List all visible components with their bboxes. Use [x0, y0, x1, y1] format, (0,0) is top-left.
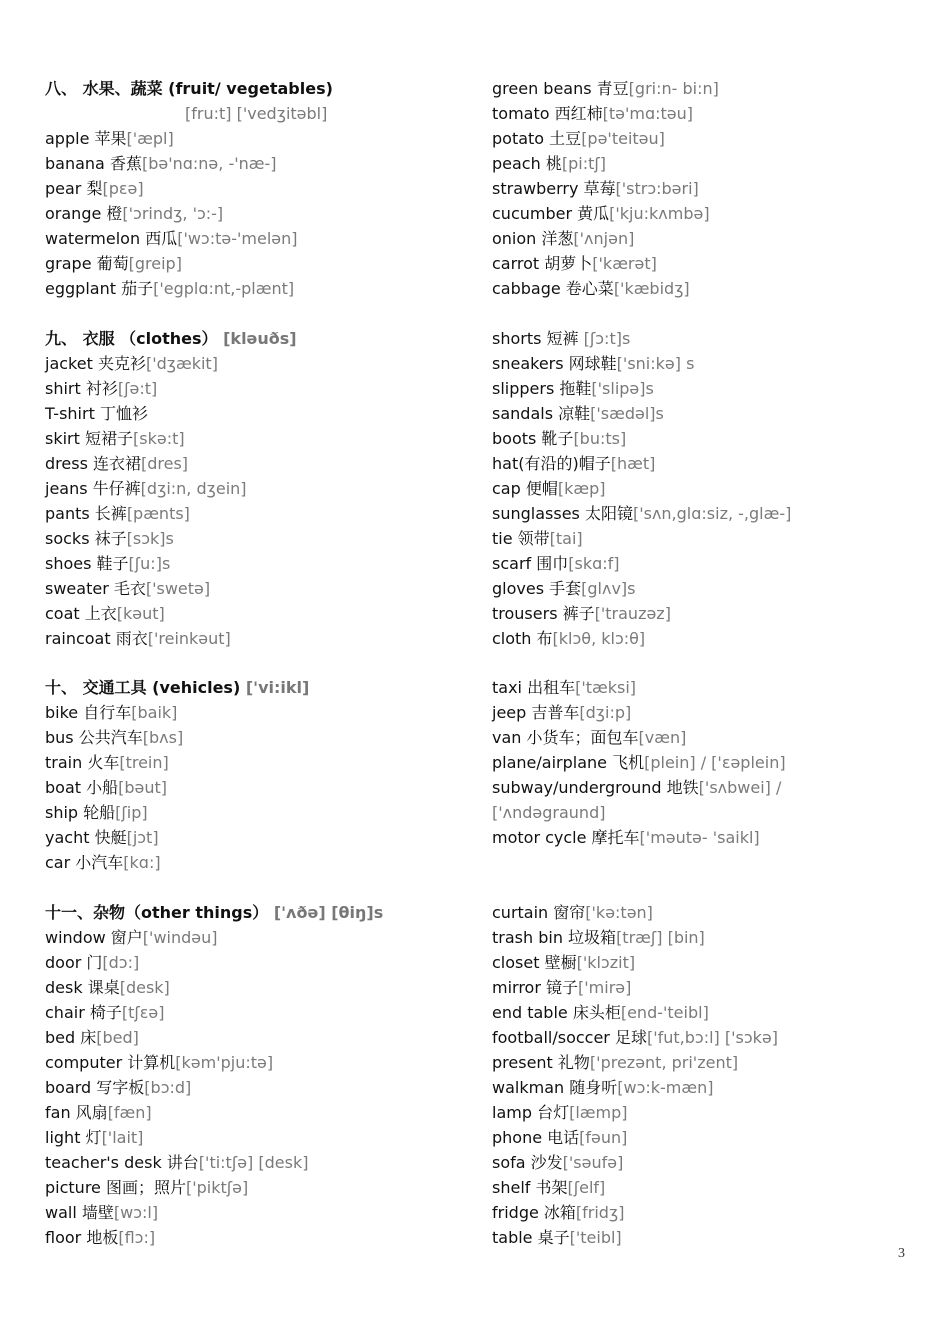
vocab-entry	[492, 675, 932, 700]
entry-phonetic: ['slipə]s	[591, 378, 654, 398]
entry-phonetic: ['kə:tən]	[585, 902, 653, 922]
right-column	[492, 76, 932, 1250]
entry-word: van 小货车；面包车	[492, 728, 639, 747]
entry-word: motor cycle 摩托车	[492, 828, 640, 847]
entry-word: car 小汽车	[45, 853, 124, 872]
entry-word: taxi 出租车	[492, 678, 576, 697]
entry-word: carrot 胡萝卜	[492, 254, 593, 273]
entry-word: door 门	[45, 952, 103, 972]
vocab-entry	[492, 401, 932, 426]
entry-word: sneakers 网球鞋	[492, 353, 617, 373]
page-number: 3	[898, 1246, 905, 1261]
entry-word: fridge 冰箱	[492, 1202, 576, 1222]
entry-phonetic: ['klɔzit]	[576, 952, 636, 972]
vocab-entry	[492, 176, 932, 201]
entry-word: lamp 台灯	[492, 1102, 570, 1122]
entry-word: pants 长裤	[45, 503, 127, 523]
entry-phonetic: [flɔ:]	[118, 1227, 156, 1247]
entry-word: yacht 快艇	[45, 828, 127, 847]
section-heading	[45, 900, 465, 925]
entry-word: shoes 鞋子	[45, 553, 129, 573]
entry-phonetic: [wɔ:l]	[113, 1202, 159, 1222]
vocab-entry	[45, 1200, 465, 1225]
entry-word: end table 床头柜	[492, 1002, 621, 1022]
entry-phonetic: [ʃu:]s	[128, 553, 171, 573]
vocab-entry	[45, 151, 465, 176]
vocab-entry	[45, 1100, 465, 1125]
vocab-entry	[492, 750, 932, 775]
entry-word: subway/underground 地铁	[492, 778, 699, 797]
entry-phonetic: ['ti:tʃə] [desk]	[198, 1152, 309, 1172]
entry-word: strawberry 草莓	[492, 179, 616, 198]
entry-phonetic: [bed]	[96, 1027, 139, 1047]
entry-word: boots 靴子	[492, 428, 574, 448]
entry-word: bed 床	[45, 1027, 97, 1047]
vocab-entry	[492, 1200, 932, 1225]
vocab-entry	[45, 725, 465, 750]
entry-phonetic: ['strɔ:bəri]	[615, 179, 699, 198]
entry-word: walkman 随身听	[492, 1077, 618, 1097]
entry-word: skirt 短裙子	[45, 428, 133, 448]
vocab-entry	[45, 601, 465, 626]
vocab-entry	[45, 201, 465, 226]
entry-phonetic: [plein] / ['ɛəplein]	[644, 753, 786, 772]
phonetic-line	[45, 101, 465, 126]
entry-word: mirror 镜子	[492, 977, 579, 997]
entry-phonetic: [kəut]	[116, 603, 165, 623]
vocab-entry	[492, 1175, 932, 1200]
entry-phonetic: [baik]	[131, 703, 178, 722]
entry-word: train 火车	[45, 753, 120, 772]
entry-word: bike 自行车	[45, 703, 132, 722]
entry-word: coat 上衣	[45, 603, 117, 623]
entry-phonetic: [pɛə]	[102, 179, 144, 198]
vocab-entry	[492, 1000, 932, 1025]
vocab-entry	[45, 850, 465, 875]
entry-phonetic: [bəut]	[118, 778, 168, 797]
entry-phonetic: ['wɔ:tə-'melən]	[177, 229, 298, 248]
entry-word: onion 洋葱	[492, 229, 574, 248]
entry-phonetic: [dɔ:]	[102, 952, 140, 972]
entry-word: sandals 凉鞋	[492, 403, 591, 423]
entry-word: potato 土豆	[492, 129, 582, 148]
vocab-entry	[45, 1150, 465, 1175]
vocab-entry	[492, 975, 932, 1000]
entry-word: desk 课桌	[45, 977, 120, 997]
blank-line	[492, 875, 932, 900]
entry-phonetic: [ʃə:t]	[117, 378, 158, 398]
entry-word: watermelon 西瓜	[45, 229, 178, 248]
entry-phonetic: ['sni:kə] s	[616, 353, 695, 373]
entry-phonetic: [pi:tʃ]	[561, 154, 606, 173]
vocab-entry	[492, 900, 932, 925]
entry-word: table 桌子	[492, 1227, 570, 1247]
entry-word: 九、 衣服 （clothes）	[45, 328, 218, 348]
phonetic-line	[492, 800, 932, 825]
vocab-entry	[492, 476, 932, 501]
entry-word: trousers 裤子	[492, 603, 595, 623]
entry-word: football/soccer 足球	[492, 1027, 647, 1047]
blank-line	[492, 651, 932, 676]
vocab-entry	[45, 775, 465, 800]
entry-phonetic: [desk]	[119, 977, 170, 997]
vocab-entry	[45, 1000, 465, 1025]
entry-phonetic: [læmp]	[569, 1102, 628, 1122]
entry-word: eggplant 茄子	[45, 279, 154, 298]
entry-phonetic: ['sʌbwei] /	[698, 778, 782, 797]
vocab-entry	[45, 551, 465, 576]
entry-phonetic: ['windəu]	[142, 927, 218, 947]
vocab-entry	[45, 426, 465, 451]
vocab-entry	[492, 426, 932, 451]
entry-phonetic: ['kju:kʌmbə]	[609, 204, 710, 223]
vocab-entry	[45, 401, 465, 426]
vocab-entry	[45, 351, 465, 376]
blank-line	[45, 875, 465, 900]
vocab-entry	[45, 1025, 465, 1050]
entry-word: T-shirt 丁恤衫	[45, 403, 148, 423]
entry-phonetic: [fəun]	[579, 1127, 628, 1147]
entry-word: tie 领带	[492, 528, 550, 548]
vocab-entry	[492, 201, 932, 226]
entry-phonetic: ['sædəl]s	[590, 403, 664, 423]
entry-phonetic: [ʃelf]	[567, 1177, 606, 1197]
vocab-entry	[492, 501, 932, 526]
section-heading	[45, 76, 465, 101]
vocab-entry	[45, 476, 465, 501]
entry-word: slippers 拖鞋	[492, 378, 592, 398]
entry-phonetic: ['məutə- 'saikl]	[639, 828, 760, 847]
entry-phonetic: ['æpl]	[126, 129, 174, 148]
entry-word: tomato 西红柿	[492, 104, 603, 123]
entry-phonetic: [wɔ:k-mæn]	[617, 1077, 714, 1097]
entry-phonetic: [dʒi:p]	[579, 703, 632, 722]
entry-phonetic: ['egplɑ:nt,-plænt]	[153, 279, 295, 298]
vocab-entry	[492, 925, 932, 950]
entry-phonetic: [skə:t]	[133, 428, 185, 448]
entry-phonetic: [gri:n- bi:n]	[628, 79, 719, 98]
vocab-entry	[45, 226, 465, 251]
vocab-entry	[45, 1225, 465, 1250]
vocab-entry	[492, 226, 932, 251]
vocab-entry	[45, 526, 465, 551]
entry-word: floor 地板	[45, 1227, 119, 1247]
entry-phonetic: ['swetə]	[145, 578, 211, 598]
vocab-entry	[45, 501, 465, 526]
vocab-entry	[45, 700, 465, 725]
entry-phonetic: [ʃip]	[115, 803, 148, 822]
entry-word: trash bin 垃圾箱	[492, 927, 617, 947]
entry-phonetic: [fru:t] ['vedʒitəbl]	[185, 104, 328, 123]
entry-word: curtain 窗帘	[492, 902, 586, 922]
entry-phonetic: [glʌv]s	[581, 578, 636, 598]
entry-phonetic: [bə'nɑ:nə, -'næ-]	[141, 154, 277, 173]
entry-phonetic: [jɔt]	[126, 828, 159, 847]
entry-word: gloves 手套	[492, 578, 582, 598]
entry-word: light 灯	[45, 1127, 102, 1147]
section-heading	[45, 326, 465, 351]
vocab-entry	[492, 126, 932, 151]
vocab-entry	[45, 276, 465, 301]
vocab-entry	[492, 700, 932, 725]
left-column	[45, 76, 465, 1250]
entry-word: socks 袜子	[45, 528, 127, 548]
entry-phonetic: ['piktʃə]	[185, 1177, 249, 1197]
entry-word: banana 香蕉	[45, 154, 142, 173]
vocab-entry	[492, 276, 932, 301]
entry-phonetic: ['lait]	[101, 1127, 144, 1147]
vocab-entry	[45, 800, 465, 825]
entry-word: chair 椅子	[45, 1002, 122, 1022]
vocab-entry	[492, 1025, 932, 1050]
entry-word: board 写字板	[45, 1077, 145, 1097]
vocab-entry	[492, 526, 932, 551]
entry-word: ship 轮船	[45, 803, 116, 822]
entry-phonetic: [bɔ:d]	[144, 1077, 192, 1097]
entry-word: window 窗户	[45, 927, 143, 947]
entry-phonetic: ['vi:ikl]	[245, 678, 310, 697]
entry-phonetic: ['sʌn,glɑ:siz, -,glæ-]	[632, 503, 792, 523]
entry-phonetic: [bu:ts]	[573, 428, 627, 448]
vocab-entry	[492, 351, 932, 376]
vocab-entry	[492, 601, 932, 626]
entry-phonetic: [klɔθ, klɔ:θ]	[552, 628, 646, 648]
vocab-entry	[45, 376, 465, 401]
entry-word: grape 葡萄	[45, 254, 129, 273]
vocab-entry	[492, 1150, 932, 1175]
entry-word: cucumber 黄瓜	[492, 204, 610, 223]
entry-word: cap 便帽	[492, 478, 558, 498]
entry-word: pear 梨	[45, 179, 103, 198]
entry-word: peach 桃	[492, 154, 562, 173]
entry-phonetic: ['mirə]	[578, 977, 632, 997]
entry-phonetic: ['ʌðə] [θiŋ]s	[273, 902, 384, 922]
entry-phonetic: [tai]	[549, 528, 583, 548]
entry-word: computer 计算机	[45, 1052, 176, 1072]
entry-phonetic: [kæp]	[557, 478, 606, 498]
entry-word: shorts 短裤	[492, 328, 584, 348]
entry-word: jacket 夹克衫	[45, 353, 146, 373]
vocab-entry	[45, 176, 465, 201]
entry-phonetic: [kləuðs]	[223, 328, 297, 348]
vocab-entry	[492, 825, 932, 850]
entry-phonetic: [træʃ] [bin]	[616, 927, 705, 947]
vocab-entry	[45, 975, 465, 1000]
entry-phonetic: ['səufə]	[562, 1152, 624, 1172]
entry-phonetic: [fridʒ]	[575, 1202, 625, 1222]
entry-phonetic: [sɔk]s	[126, 528, 174, 548]
vocab-entry	[492, 725, 932, 750]
vocab-entry	[492, 151, 932, 176]
entry-word: sunglasses 太阳镜	[492, 503, 633, 523]
vocab-entry	[492, 1125, 932, 1150]
entry-phonetic: ['teibl]	[569, 1227, 622, 1247]
vocab-entry	[492, 775, 932, 800]
entry-word: 十、 交通工具 (vehicles)	[45, 678, 241, 697]
entry-word: jeep 吉普车	[492, 703, 580, 722]
vocab-entry	[45, 925, 465, 950]
entry-phonetic: [dres]	[141, 453, 189, 473]
entry-phonetic: ['reinkəut]	[147, 628, 231, 648]
section-heading	[45, 675, 465, 700]
entry-phonetic: [kɑ:]	[123, 853, 161, 872]
vocab-entry	[492, 1075, 932, 1100]
vocab-entry	[45, 576, 465, 601]
vocab-entry	[492, 76, 932, 101]
entry-word: plane/airplane 飞机	[492, 753, 645, 772]
entry-phonetic: [tʃɛə]	[121, 1002, 165, 1022]
vocab-entry	[45, 750, 465, 775]
entry-word: wall 墙壁	[45, 1202, 114, 1222]
vocab-entry	[492, 251, 932, 276]
vocab-entry	[45, 626, 465, 651]
entry-phonetic: ['ɔrindʒ, 'ɔ:-]	[122, 204, 224, 223]
entry-word: picture 图画；照片	[45, 1177, 186, 1197]
entry-word: 十一、杂物（other things）	[45, 902, 269, 922]
entry-word: closet 壁橱	[492, 952, 577, 972]
entry-word: raincoat 雨衣	[45, 628, 148, 648]
entry-phonetic: [dʒi:n, dʒein]	[140, 478, 247, 498]
entry-word: green beans 青豆	[492, 79, 629, 98]
vocab-entry	[492, 551, 932, 576]
vocab-entry	[492, 376, 932, 401]
entry-phonetic: [skɑ:f]	[568, 553, 620, 573]
entry-word: shirt 衬衫	[45, 378, 118, 398]
entry-word: phone 电话	[492, 1127, 580, 1147]
blank-line	[492, 301, 932, 326]
entry-word: present 礼物	[492, 1052, 590, 1072]
entry-word: apple 苹果	[45, 129, 127, 148]
vocab-entry	[492, 1100, 932, 1125]
vocab-entry	[45, 451, 465, 476]
entry-phonetic: [kəm'pju:tə]	[175, 1052, 274, 1072]
entry-word: hat(有沿的)帽子	[492, 453, 611, 473]
vocab-entry	[492, 451, 932, 476]
vocab-entry	[492, 576, 932, 601]
entry-phonetic: [pə'teitəu]	[581, 129, 665, 148]
blank-line	[45, 301, 465, 326]
entry-phonetic: [væn]	[638, 728, 687, 747]
entry-phonetic: [bʌs]	[142, 728, 184, 747]
entry-phonetic: ['kærət]	[592, 254, 657, 273]
entry-phonetic: ['ʌnjən]	[573, 229, 635, 248]
entry-word: orange 橙	[45, 204, 123, 223]
entry-phonetic: [end-'teibl]	[620, 1002, 709, 1022]
entry-phonetic: [pænts]	[126, 503, 190, 523]
vocab-entry	[492, 626, 932, 651]
vocab-entry	[45, 1075, 465, 1100]
vocab-entry	[492, 101, 932, 126]
entry-word: dress 连衣裙	[45, 453, 141, 473]
vocab-entry	[492, 950, 932, 975]
entry-word: cloth 布	[492, 628, 553, 648]
entry-phonetic: ['tæksi]	[575, 678, 637, 697]
entry-word: bus 公共汽车	[45, 728, 143, 747]
entry-word: shelf 书架	[492, 1177, 568, 1197]
vocab-entry	[45, 1125, 465, 1150]
entry-word: fan 风扇	[45, 1102, 108, 1122]
entry-phonetic: ['dʒækit]	[145, 353, 218, 373]
vocab-entry	[45, 1050, 465, 1075]
vocab-entry	[45, 251, 465, 276]
entry-word: 八、 水果、蔬菜 (fruit/ vegetables)	[45, 79, 333, 98]
vocab-entry	[45, 1175, 465, 1200]
vocab-entry	[492, 1050, 932, 1075]
entry-phonetic: [hæt]	[610, 453, 656, 473]
entry-phonetic: [tə'mɑ:təu]	[602, 104, 693, 123]
entry-phonetic: ['fut,bɔ:l] ['sɔkə]	[646, 1027, 778, 1047]
entry-phonetic: [greip]	[128, 254, 182, 273]
entry-phonetic: [trein]	[119, 753, 169, 772]
entry-phonetic: [ʃɔ:t]s	[583, 328, 631, 348]
vocab-entry	[45, 950, 465, 975]
entry-word: boat 小船	[45, 778, 119, 797]
entry-word: cabbage 卷心菜	[492, 279, 614, 298]
vocab-entry	[492, 1225, 932, 1250]
entry-word: sofa 沙发	[492, 1152, 563, 1172]
blank-line	[45, 651, 465, 676]
entry-word: teacher's desk 讲台	[45, 1152, 199, 1172]
blank-line	[492, 850, 932, 875]
vocab-entry	[45, 825, 465, 850]
entry-phonetic: ['kæbidʒ]	[613, 279, 690, 298]
entry-word: scarf 围巾	[492, 553, 569, 573]
entry-phonetic: ['ʌndəgraund]	[492, 803, 606, 822]
entry-phonetic: ['trauzəz]	[594, 603, 671, 623]
entry-word: sweater 毛衣	[45, 578, 146, 598]
vocab-entry	[492, 326, 932, 351]
entry-phonetic: [fæn]	[107, 1102, 152, 1122]
entry-phonetic: ['prezənt, pri'zent]	[589, 1052, 739, 1072]
entry-word: jeans 牛仔裤	[45, 478, 141, 498]
vocab-entry	[45, 126, 465, 151]
